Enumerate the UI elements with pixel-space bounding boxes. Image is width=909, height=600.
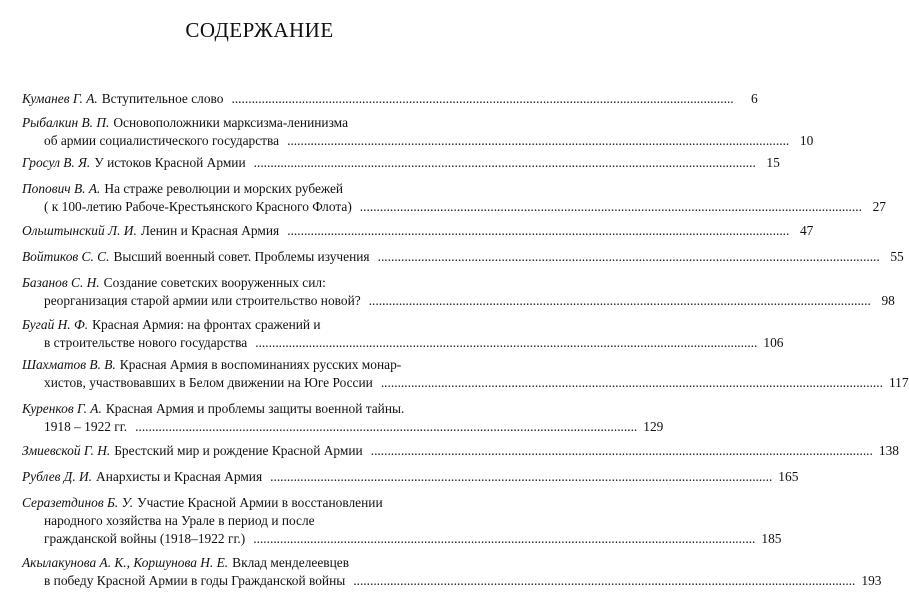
entry-title: Красная Армия: на фронтах сражений и	[92, 317, 321, 332]
dot-leader: ......................................................................................................................................................	[359, 199, 862, 214]
entry-title: об армии социалистического государства	[44, 133, 280, 148]
toc-entry	[22, 154, 780, 172]
entry-title: реорганизация старой армии или строительство новой?	[44, 293, 361, 308]
entry-title: народного хозяйства на Урале в период и после	[44, 513, 315, 528]
entry-author: Войтиков С. С.	[22, 249, 110, 264]
entry-author: Шахматов В. В.	[22, 357, 116, 372]
toc-entry-line	[22, 494, 502, 512]
entry-page-number: 129	[643, 419, 664, 434]
entry-title: в победу Красной Армии в годы Гражданской войны	[44, 573, 346, 588]
entry-title: гражданской войны (1918–1922 гг.)	[44, 531, 246, 546]
entry-title: Высший военный совет. Проблемы изучения	[113, 249, 370, 264]
toc-entry-line	[22, 334, 784, 352]
toc-entry-line	[22, 400, 502, 418]
entry-author: Бугай Н. Ф.	[22, 317, 89, 332]
toc-entry	[22, 114, 814, 150]
toc-entry-line	[22, 248, 904, 266]
toc-entry-line	[22, 292, 895, 310]
entry-title: Анархисты и Красная Армия	[96, 469, 263, 484]
toc-entry-line	[22, 274, 502, 292]
toc-entry	[22, 554, 882, 590]
entry-title: 1918 – 1922 гг.	[44, 419, 128, 434]
toc-entry	[22, 274, 895, 310]
toc-entry	[22, 90, 758, 108]
entry-title: ( к 100-летию Рабоче-Крестьянского Красного Флота)	[44, 199, 352, 214]
toc-entry-line	[22, 572, 882, 590]
toc-entry	[22, 316, 784, 352]
toc-entry-line	[22, 530, 782, 548]
dot-leader: ......................................................................................................................................................	[353, 573, 856, 588]
entry-author: Акылакунова А. К., Коршунова Н. Е.	[22, 555, 229, 570]
toc-entry-line	[22, 356, 502, 374]
dot-leader: ......................................................................................................................................................	[255, 335, 758, 350]
entry-title: Брестский мир и рождение Красной Армии	[114, 443, 363, 458]
entry-author: Змиевской Г. Н.	[22, 443, 111, 458]
entry-author: Попович В. А.	[22, 181, 101, 196]
entry-author: Рублев Д. И.	[22, 469, 93, 484]
toc-entry	[22, 356, 909, 392]
entry-page-number: 15	[766, 155, 780, 170]
entry-page-number: 47	[799, 223, 814, 238]
toc-entry-line	[22, 132, 814, 150]
entry-title: Ленин и Красная Армия	[140, 223, 280, 238]
toc-entry-line	[22, 468, 799, 486]
entry-author: Серазетдинов Б. У.	[22, 495, 134, 510]
entry-author: Рыбалкин В. П.	[22, 115, 110, 130]
dot-leader: ......................................................................................................................................................	[370, 443, 873, 458]
toc-entry	[22, 400, 664, 436]
toc-entry	[22, 180, 886, 216]
toc-entry	[22, 222, 814, 240]
entry-page-number: 27	[872, 199, 886, 214]
entry-title: хистов, участвовавших в Белом движении на Юге России	[44, 375, 373, 390]
entry-title: Участие Красной Армии в восстановлении	[137, 495, 383, 510]
toc-entry-line	[22, 180, 502, 198]
dot-leader: ......................................................................................................................................................	[231, 91, 734, 106]
entry-title: в строительстве нового государства	[44, 335, 248, 350]
entry-author: Базанов С. Н.	[22, 275, 100, 290]
dot-leader: ......................................................................................................................................................	[270, 469, 773, 484]
toc-entry	[22, 442, 899, 460]
entry-page-number: 117	[888, 375, 909, 390]
entry-author: Куренков Г. А.	[22, 401, 102, 416]
entry-title: Вклад менделеевцев	[232, 555, 350, 570]
entry-title: Красная Армия в воспоминаниях русских монар-	[119, 357, 402, 372]
entry-page-number: 6	[750, 91, 758, 106]
toc-entry-line	[22, 316, 502, 334]
entry-page-number: 165	[778, 469, 799, 484]
dot-leader: ......................................................................................................................................................	[253, 155, 756, 170]
entry-title: Вступительное слово	[101, 91, 224, 106]
entry-title: На страже революции и морских рубежей	[104, 181, 344, 196]
entry-page-number: 138	[878, 443, 899, 458]
toc-entry-line	[22, 442, 899, 460]
entry-page-number: 98	[881, 293, 895, 308]
entry-author: Гросул В. Я.	[22, 155, 91, 170]
toc-entry-line	[22, 222, 814, 240]
toc-entry-line	[22, 512, 502, 530]
toc-entry-line	[22, 90, 758, 108]
toc-entry-line	[22, 554, 502, 572]
entry-page-number: 185	[761, 531, 782, 546]
toc-entry	[22, 248, 904, 266]
entry-title: У истоков Красной Армии	[94, 155, 246, 170]
dot-leader: ......................................................................................................................................................	[253, 531, 756, 546]
toc-entry	[22, 494, 782, 548]
toc-entry-line	[22, 154, 780, 172]
dot-leader: ......................................................................................................................................................	[135, 419, 638, 434]
entry-page-number: 10	[799, 133, 814, 148]
entry-author: Куманев Г. А.	[22, 91, 98, 106]
entry-author: Ольштынский Л. И.	[22, 223, 137, 238]
dot-leader: ......................................................................................................................................................	[287, 223, 790, 238]
toc-entry-line	[22, 198, 886, 216]
dot-leader: ......................................................................................................................................................	[368, 293, 871, 308]
toc-entry	[22, 468, 799, 486]
dot-leader: ......................................................................................................................................................	[287, 133, 790, 148]
entry-page-number: 106	[763, 335, 784, 350]
dot-leader: ......................................................................................................................................................	[377, 249, 880, 264]
entry-title: Создание советских вооруженных сил:	[103, 275, 326, 290]
entry-page-number: 55	[890, 249, 904, 264]
dot-leader: ......................................................................................................................................................	[380, 375, 883, 390]
entry-title: Основоположники марксизма-ленинизма	[113, 115, 349, 130]
entry-title: Красная Армия и проблемы защиты военной тайны.	[105, 401, 405, 416]
page-title: СОДЕРЖАНИЕ	[185, 18, 334, 42]
entry-page-number: 193	[861, 573, 882, 588]
toc-entry-line	[22, 418, 664, 436]
toc-entry-line	[22, 114, 502, 132]
toc-entry-line	[22, 374, 909, 392]
